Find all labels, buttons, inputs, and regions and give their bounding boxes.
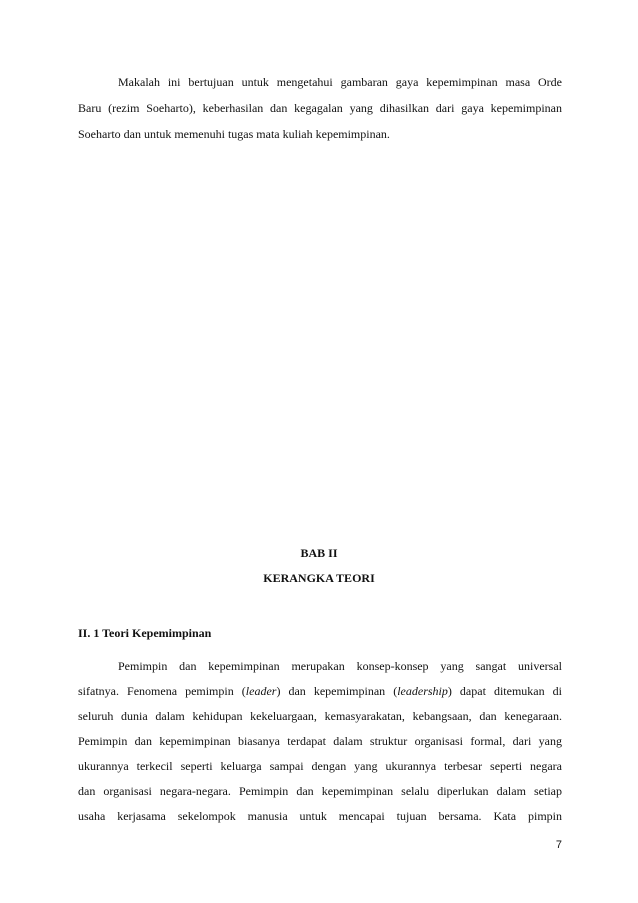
intro-line-1: Makalah ini bertujuan untuk mengetahui gambaran gaya kepemimpinan masa Orde [118,75,562,89]
section-line-2-part-b: ) dan kepemimpinan ( [276,684,398,698]
section-line-4: Pemimpin dan kepemimpinan biasanya terdapat dalam struktur organisasi formal, dari yang [78,734,562,748]
term-leader: leader [245,684,277,698]
intro-line-3: Soeharto dan untuk memenuhi tugas mata kuliah kepemimpinan. [78,127,390,141]
section-line-5: ukurannya terkecil seperti keluarga sampai dengan yang ukurannya terbesar seperti negara [78,759,562,773]
page-number: 7 [555,839,562,851]
section-line-7: usaha kerjasama sekelompok manusia untuk mencapai tujuan bersama. Kata pimpin [78,809,562,823]
section-line-3: seluruh dunia dalam kehidupan kekeluargaan, kemasyarakatan, kebangsaan, dan kenegaraan. [78,709,562,723]
section-line-2 [78,684,562,698]
section-line-2-part-a: sifatnya. Fenomena pemimpin ( [78,684,246,698]
section-line-2-part-c: ) dapat ditemukan di [447,684,562,698]
intro-line-2: Baru (rezim Soeharto), keberhasilan dan kegagalan yang dihasilkan dari gaya kepemimpinan [78,101,562,115]
section-line-6: dan organisasi negara-negara. Pemimpin dan kepemimpinan selalu diperlukan dalam setiap [78,784,562,798]
chapter-title: KERANGKA TEORI [263,571,375,585]
section-title: II. 1 Teori Kepemimpinan [78,626,212,640]
section-line-1: Pemimpin dan kepemimpinan merupakan konsep-konsep yang sangat universal [118,659,562,673]
chapter-number: BAB II [300,546,338,560]
term-leadership: leadership [397,684,448,698]
